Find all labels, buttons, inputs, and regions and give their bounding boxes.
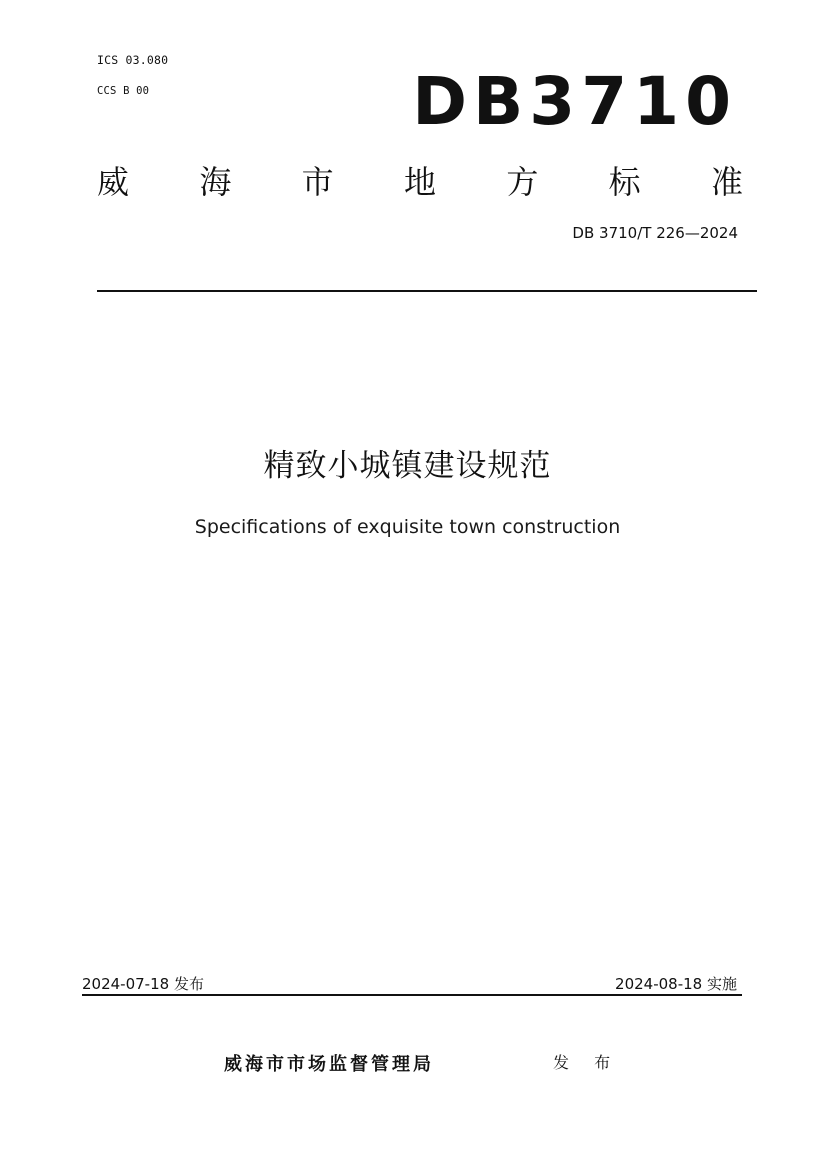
implementation-date: 2024-08-18 实施 [615,975,737,993]
bottom-divider [82,994,742,996]
standard-type-char: 市 [301,163,334,201]
standard-type-char: 准 [710,163,743,201]
standard-type-char: 标 [608,163,641,201]
document-title-en: Specifications of exquisite town construction [194,516,621,538]
standard-type-char: 地 [403,163,436,201]
issue-date: 2024-07-18 发布 [82,975,204,993]
document-title-cn: 精致小城镇建设规范 [263,448,552,484]
standard-type-char: 方 [506,163,539,201]
top-divider [97,290,757,292]
db-code-heading: DB3710 [412,63,737,140]
standard-number: DB 3710/T 226—2024 [572,224,738,242]
standard-type-char: 威 [97,163,130,201]
ccs-code: CCS B 00 [97,85,150,97]
standard-type-char: 海 [199,163,232,201]
standard-type-heading [97,158,743,202]
issuer-name: 威海市市场监督管理局 [224,1054,434,1075]
issuer-action: 发 布 [553,1053,621,1072]
ics-code: ICS 03.080 [97,53,169,67]
